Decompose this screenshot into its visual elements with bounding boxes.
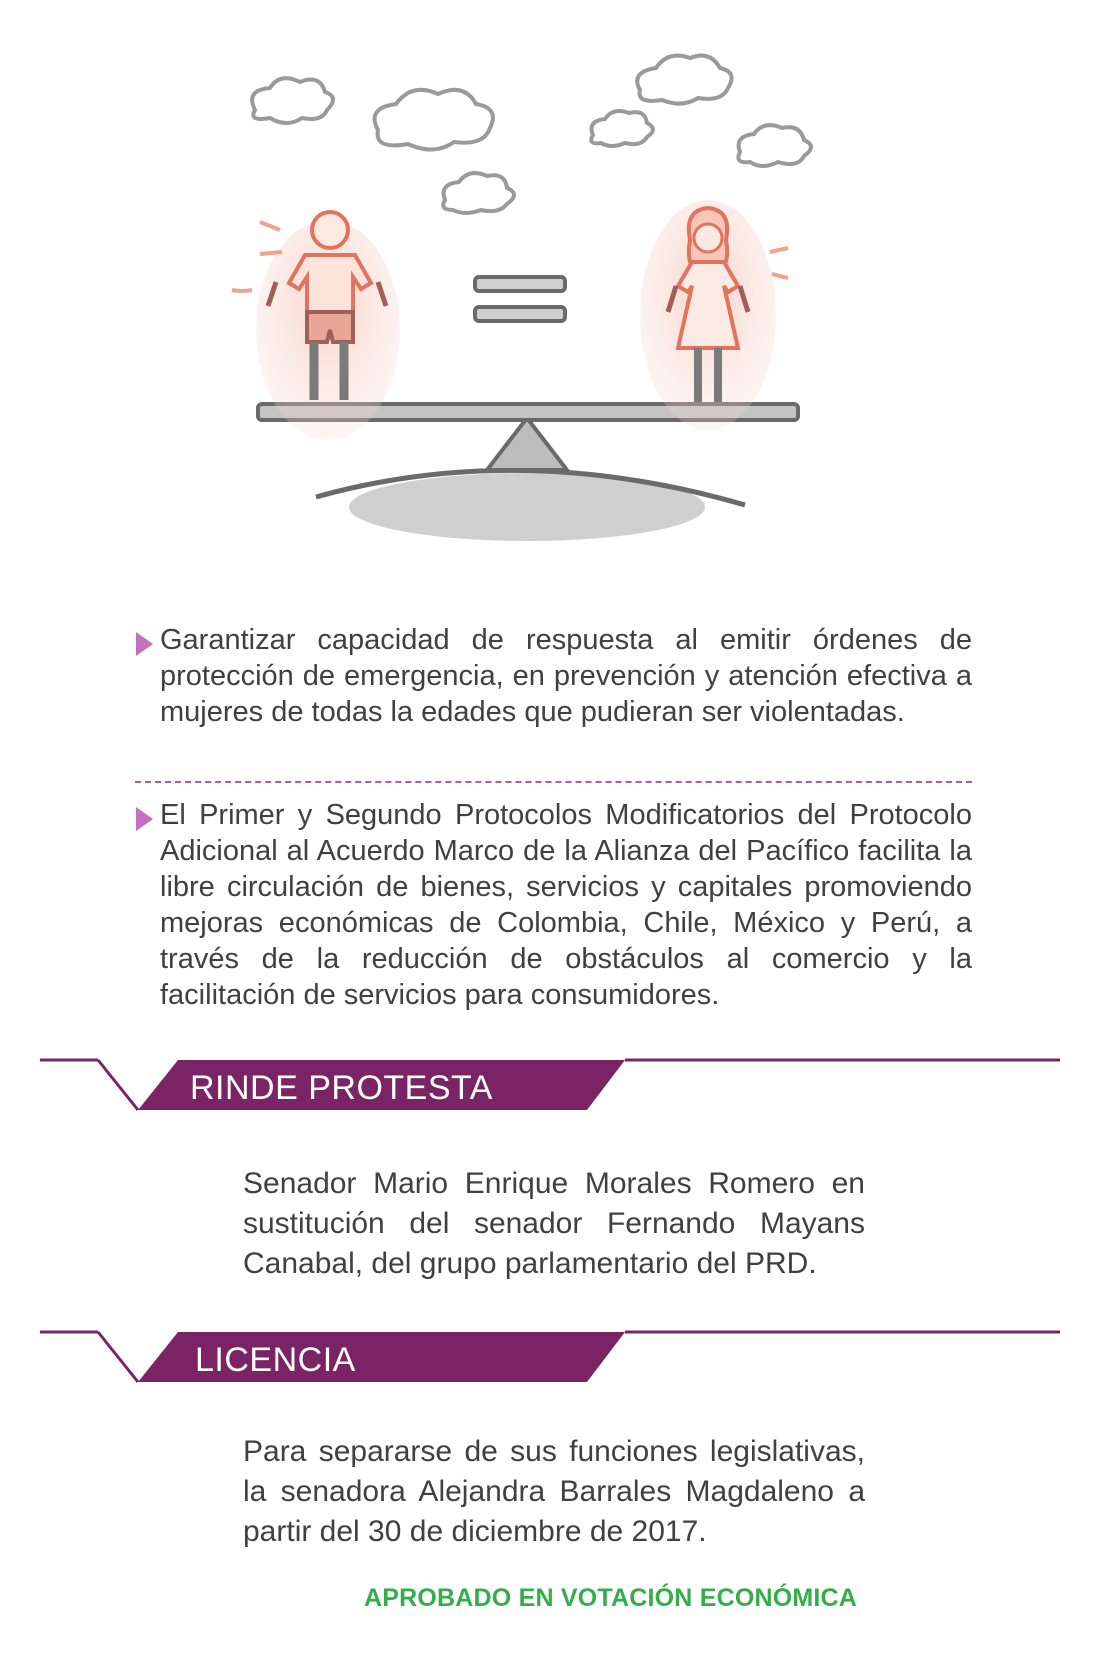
dashed-divider: [135, 781, 972, 783]
cloud-icon: [591, 111, 653, 146]
cloud-icon: [375, 90, 493, 150]
bullet-arrow-icon: [136, 632, 153, 656]
equality-illustration: [0, 0, 1101, 560]
section-header-banner: [40, 1330, 1060, 1390]
woman-figure-icon: [640, 200, 788, 430]
bullet-text: Garantizar capacidad de respuesta al emitir órdenes de protección de emergencia, en prevención y atención efectiva a mujeres de todas la edades que pudieran ser violentadas.: [160, 624, 972, 728]
cloud-icon: [637, 56, 731, 104]
bullet-text: El Primer y Segundo Protocolos Modificatorios del Protocolo Adicional al Acuerdo Marco de la Alianza del Pacífico facilita la libre circulación de bienes, servicios y capitales promoviendo mejoras económicas de Colombia, Chile, México y Perú, a través de la reducción de obstáculos al comercio y la facilitación de servicios para consumidores.: [160, 799, 972, 1011]
section-body: Para separarse de sus funciones legislativas, la senadora Alejandra Barrales Magdaleno a partir del 30 de diciembre de 2017.: [243, 1435, 865, 1548]
cloud-icon: [443, 173, 514, 213]
cloud-icon: [738, 125, 811, 166]
equals-sign-icon: [475, 277, 565, 321]
section-title: LICENCIA: [195, 1341, 356, 1379]
cloud-icon: [252, 78, 333, 123]
approval-status: APROBADO EN VOTACIÓN ECONÓMICA: [364, 1584, 858, 1612]
section-title: RINDE PROTESTA: [190, 1069, 493, 1107]
section-body: Senador Mario Enrique Morales Romero en sustitución del senador Fernando Mayans Canabal, del grupo parlamentario del PRD.: [243, 1167, 865, 1280]
bullet-arrow-icon: [136, 807, 153, 831]
